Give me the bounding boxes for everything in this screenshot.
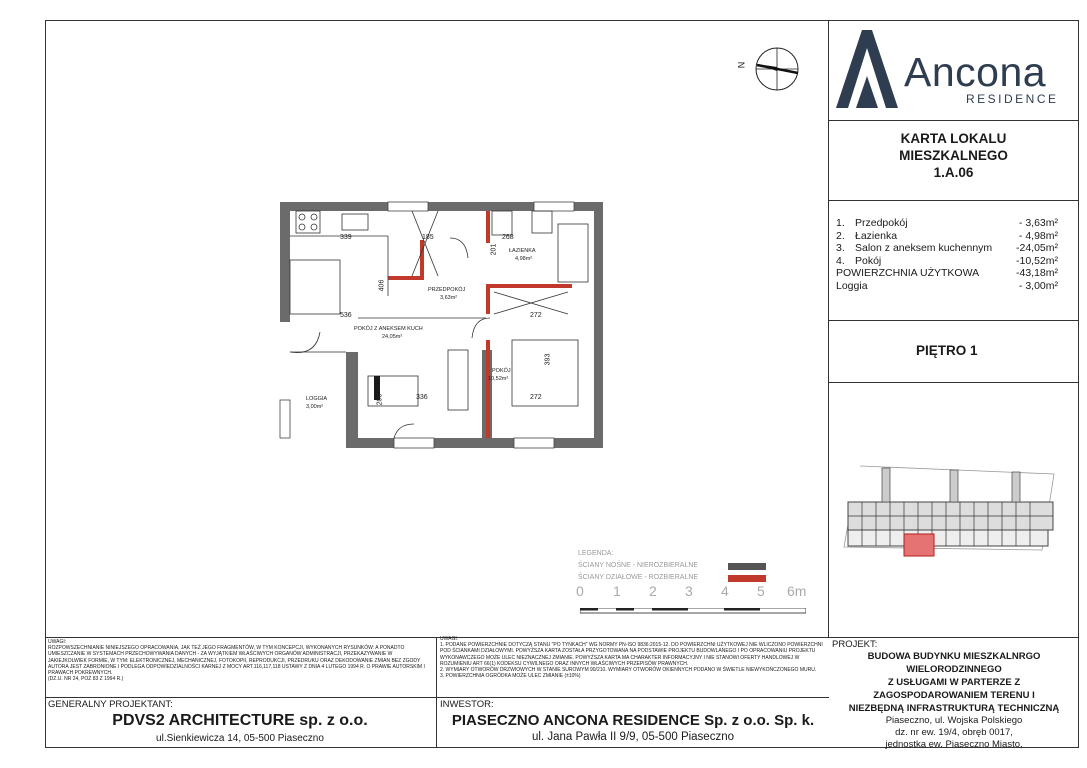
room-row: 4. Pokój -10,52m² <box>836 254 1058 267</box>
floor-divider <box>828 382 1079 383</box>
floor-label: PIĘTRO 1 <box>916 343 978 358</box>
usable-area-row: POWIERZCHNIA UŻYTKOWA -43,18m² <box>836 267 1058 279</box>
legend-load-row: ŚCIANY NOŚNE - NIEROZBIERALNE <box>578 560 766 572</box>
dim-201: 201 <box>490 243 498 256</box>
living-area: 24,05m² <box>382 334 403 340</box>
bathroom-area: 4,98m² <box>515 256 533 262</box>
dim-336: 336 <box>416 394 428 401</box>
bottom-divider-1 <box>436 637 437 748</box>
rooms-divider <box>828 320 1079 321</box>
key-plan <box>842 462 1057 572</box>
loggia-label: LOGGIA <box>306 396 328 402</box>
bathroom-label: ŁAZIENKA <box>509 248 536 254</box>
room-label: POKÓJ <box>492 368 511 374</box>
dim-268: 268 <box>502 234 514 241</box>
legend <box>578 548 766 584</box>
loggia-row: Loggia - 3,00m² <box>836 279 1058 292</box>
dim-536: 536 <box>340 312 352 319</box>
room-row: 2. Łazienka - 4,98m² <box>836 229 1058 242</box>
scale-bar <box>580 601 806 619</box>
notes-mid: UWAGI: 1. PODANE POWIERZCHNIE DOTYCZĄ STANU "PO TYNKACH" WG NORMY PN-ISO 9836:2015-12. DO POWIERZCHNI UŻYTKOWEJ NIE WLICZONO POWIERZCHNI POD ŚCIANKAMI DZIAŁOWYMI. POWYŻSZA KARTA ZOSTAŁA PRZYGOTOWANA NA PODSTAWIE PROJEKTU BUDOWLANEGO I PO OPRACOWANIU PROJEKTU WYKONAWCZEGO MOŻE ULEC NIEZNACZNEJ ZMIANIE. POWYŻSZA KARTA MA CHARAKTER INFORMACYJNY I NIE STANOWI OFERTY HANDLOWEJ W ROZUMIENIU ART 66(1) KODEKSU CYWILNEGO ORAZ INNYCH WŁAŚCIWYCH PRZEPISÓW PRAWNYCH. 2. WYMIARY OTWORÓW DRZWIOWYCH W STANIE SUROWYM 90/210. WYMIARY OTWORÓW OKIENNYCH PODANO W ŚWIETLE NIEWYKOŃCZONEGO MURU. 3. POWIERZCHNIA OGRÓDKA MOŻE ULEC ZMIANIE (±10%) <box>440 636 823 680</box>
room-row: 1. Przedpokój - 3,63m² <box>836 217 1058 229</box>
room-row: 3. Salon z aneksem kuchennym -24,05m² <box>836 242 1058 254</box>
loggia-area: 3,00m² <box>306 404 324 410</box>
brand-name: Ancona <box>904 49 1047 95</box>
right-column-divider <box>828 20 829 638</box>
room-area: 10,52m² <box>488 376 509 382</box>
title-divider <box>828 200 1079 201</box>
legend-partition-swatch <box>728 575 766 582</box>
title-line1: KARTA LOKALU <box>900 131 1007 146</box>
bottom-block-mid <box>45 697 829 698</box>
dim-272b: 272 <box>530 394 542 401</box>
hall-area: 3,63m² <box>440 295 458 301</box>
title-line2: MIESZKALNEGO <box>899 148 1008 163</box>
dim-393: 393 <box>544 353 552 366</box>
apartment-code: 1.A.06 <box>933 165 974 180</box>
legend-title: LEGENDA: <box>578 550 614 557</box>
north-label: N <box>736 61 747 69</box>
dim-272a: 272 <box>530 312 542 319</box>
brand-sub: RESIDENCE <box>966 92 1059 106</box>
dim-339: 339 <box>340 234 352 241</box>
dim-200: 200 <box>376 393 384 406</box>
floor-plan <box>268 200 613 465</box>
designer-block: GENERALNY PROJEKTANT: PDVS2 ARCHITECTURE sp. z o.o. ul.Sienkiewicza 14, 05-500 Piaseczno <box>48 699 368 744</box>
legend-load-swatch <box>728 563 766 570</box>
north-arrow-icon <box>754 46 800 97</box>
living-label: POKÓJ Z ANEKSEM KUCH <box>354 326 423 332</box>
hall-label: PRZEDPOKÓJ <box>428 287 466 293</box>
card-title <box>828 130 1079 181</box>
dim-406: 406 <box>378 279 386 292</box>
legend-partition-row: ŚCIANY DZIAŁOWE - ROZBIERALNE <box>578 572 766 584</box>
logo-divider <box>828 120 1079 121</box>
rooms-list <box>836 217 1058 292</box>
investor-block: INWESTOR: PIASECZNO ANCONA RESIDENCE Sp. z o.o. Sp. k. ul. Jana Pawła II 9/9, 05-500 Piaseczno <box>440 699 815 743</box>
notes-left: UWAGI: ROZPOWSZECHNIANIE NINIEJSZEGO OPRACOWANIA, JAK TEŻ JEGO FRAGMENTÓW, W TYM KONCEPCJI, WYKONANYCH RYSUNKÓW: A PONADTO UMIESZCZANIE W SYSTEMACH PRZECHOWYWANIA DANYCH - ZA WYJĄTKIEM WŁAŚCIWYCH ORGANÓW ADMINISTRACJI, PRZEKAZYWANIE W JAKIEJKOLWIEK FORMIE, W TYM: ELEKTRONICZNEJ, MECHANICZNEJ, FOTOKOPII, REPRODUKCJI, PRZEDRUKU ORAZ DEKODOWANIE ZMIAN BEZ ZGODY AUTORA JEST ZABRONIONE I PODLEGA ODPOWIEDZIALNOŚCI KARNEJ Z MOCY ART.116,117,118 USTAWY Z DNIA 4 LUTEGO 1994 R. O PRAWIE AUTORSKIM I PRAWACH POKREWNYCH. (DZ.U. NR 24, POZ 83 Z 1994 R.) <box>48 639 425 683</box>
dim-185: 185 <box>422 234 434 241</box>
brand-logo-mark <box>832 26 902 111</box>
project-block: PROJEKT: BUDOWA BUDYNKU MIESZKALNRGO WIELORODZINNEGO Z USŁUGAMI W PARTERZE Z ZAGOSPODAROWANIEM TERENU I NIEZBĘDNĄ INFRASTRUKTURĄ TECHNICZNĄ Piaseczno, ul. Wojska Polskiego dz. nr ew. 19/4, obręb 0017, jednostka ew. Piaseczno Miasto, <box>832 639 1060 750</box>
